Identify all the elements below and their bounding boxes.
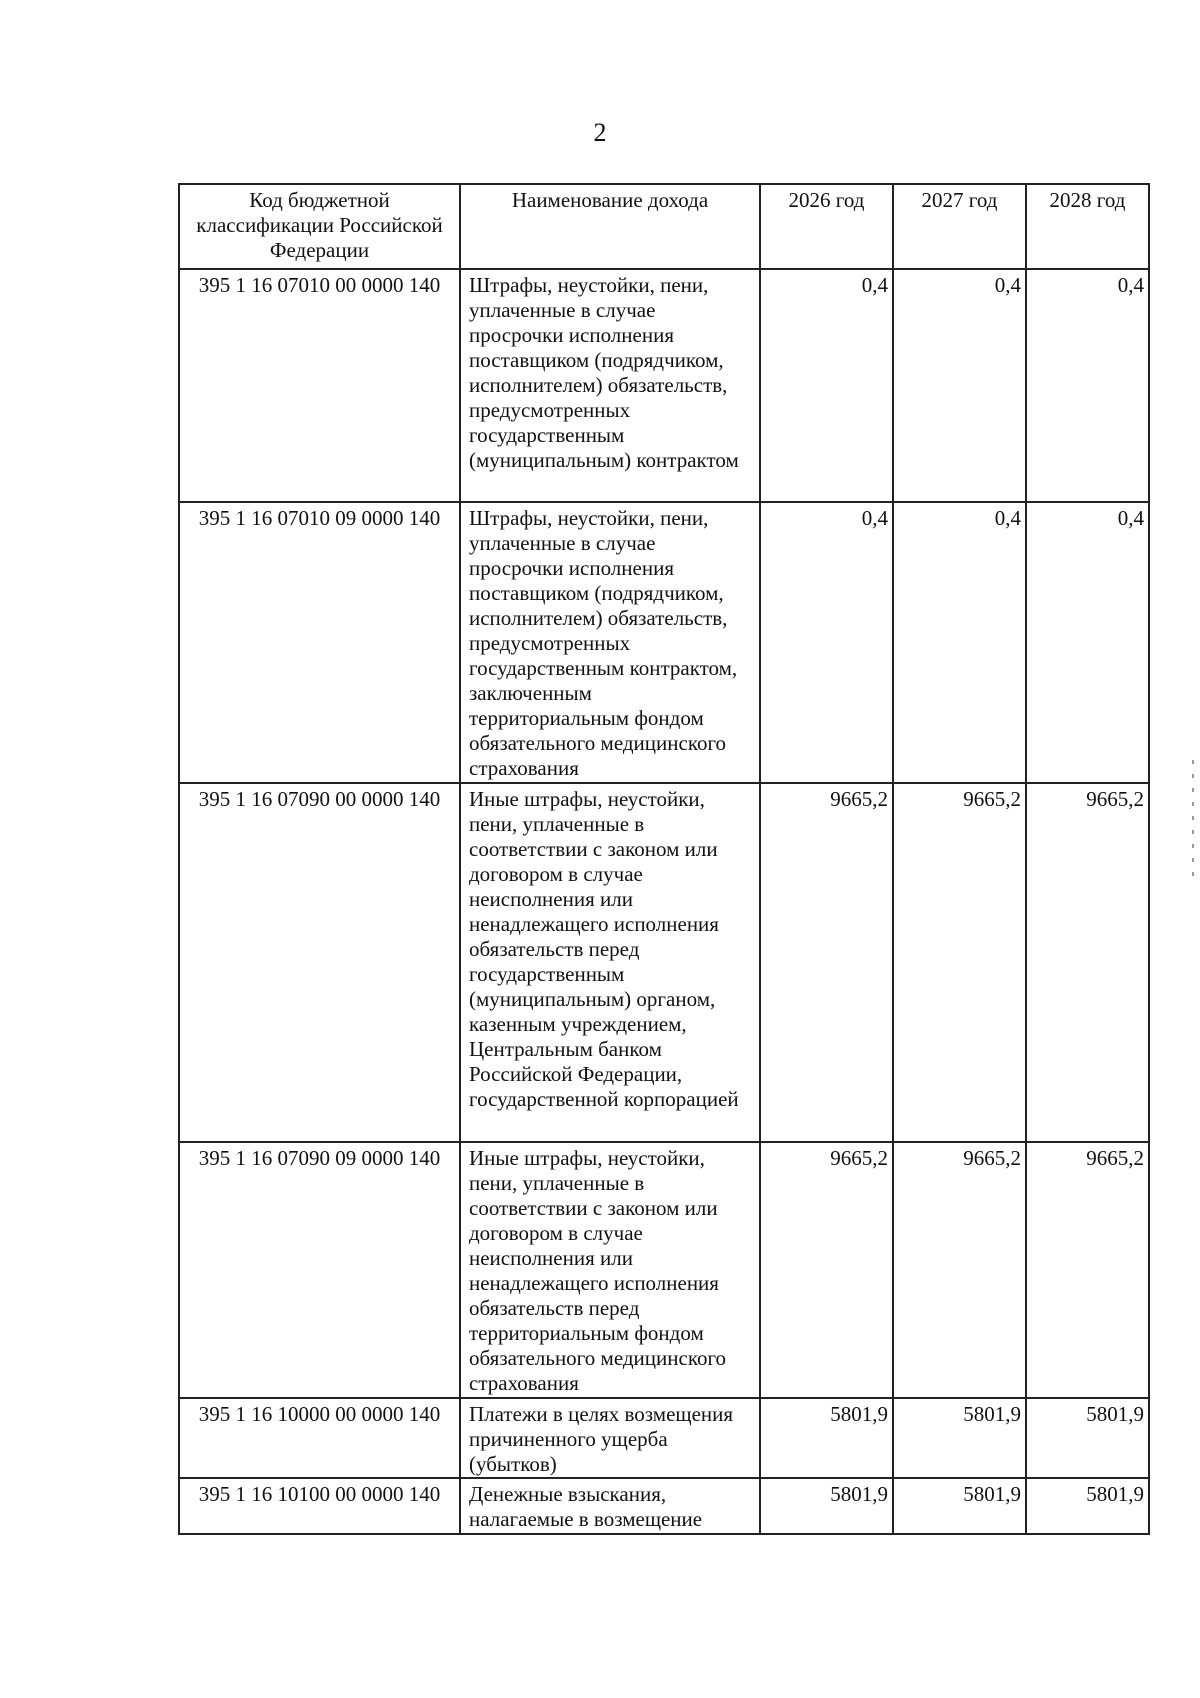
cell-2028: 5801,9 bbox=[1026, 1398, 1149, 1478]
cell-2027: 5801,9 bbox=[893, 1398, 1026, 1478]
cell-name: Штрафы, неустойки, пени, уплаченные в случае просрочки исполнения поставщиком (подрядчиком, исполнителем) обязательств, предусмотренных государственным контрактом, заключенным территориальным фондом обязательного медицинского страхования bbox=[460, 502, 760, 783]
table-header-row bbox=[179, 184, 1149, 269]
cell-2026: 9665,2 bbox=[760, 1142, 893, 1398]
cell-name: Иные штрафы, неустойки, пени, уплаченные в соответствии с законом или договором в случае неисполнения или ненадлежащего исполнения обязательств перед государственным (муниципальным) органом, казенным учреждением, Центральным банком Российской Федерации, государственной корпорацией bbox=[460, 783, 760, 1142]
table-row bbox=[179, 783, 1149, 1142]
cell-2026: 5801,9 bbox=[760, 1398, 893, 1478]
header-2028: 2028 год bbox=[1026, 184, 1149, 269]
table-row bbox=[179, 1142, 1149, 1398]
cell-2026: 5801,9 bbox=[760, 1478, 893, 1534]
cell-2028: 0,4 bbox=[1026, 269, 1149, 502]
cell-2028: 5801,9 bbox=[1026, 1478, 1149, 1534]
cell-2028: 9665,2 bbox=[1026, 1142, 1149, 1398]
cell-2027: 5801,9 bbox=[893, 1478, 1026, 1534]
cell-name: Денежные взыскания, налагаемые в возмещение bbox=[460, 1478, 760, 1534]
cell-2028: 9665,2 bbox=[1026, 783, 1149, 1142]
cell-2026: 0,4 bbox=[760, 269, 893, 502]
table-row bbox=[179, 269, 1149, 502]
cell-2027: 0,4 bbox=[893, 269, 1026, 502]
table-row bbox=[179, 1398, 1149, 1478]
cell-name: Штрафы, неустойки, пени, уплаченные в случае просрочки исполнения поставщиком (подрядчиком, исполнителем) обязательств, предусмотренных государственным (муниципальным) контрактом bbox=[460, 269, 760, 502]
cell-2027: 9665,2 bbox=[893, 783, 1026, 1142]
table-row bbox=[179, 1478, 1149, 1534]
table-row bbox=[179, 502, 1149, 783]
cell-2026: 0,4 bbox=[760, 502, 893, 783]
cell-code: 395 1 16 07010 00 0000 140 bbox=[179, 269, 460, 502]
scan-edge-marks bbox=[1192, 760, 1194, 880]
cell-name: Платежи в целях возмещения причиненного ущерба (убытков) bbox=[460, 1398, 760, 1478]
cell-2026: 9665,2 bbox=[760, 783, 893, 1142]
page-number: 2 bbox=[593, 118, 607, 147]
cell-code: 395 1 16 07010 09 0000 140 bbox=[179, 502, 460, 783]
cell-code: 395 1 16 10100 00 0000 140 bbox=[179, 1478, 460, 1534]
cell-code: 395 1 16 07090 09 0000 140 bbox=[179, 1142, 460, 1398]
header-code: Код бюджетной классификации Российской Федерации bbox=[179, 184, 460, 269]
cell-2027: 0,4 bbox=[893, 502, 1026, 783]
header-name: Наименование дохода bbox=[460, 184, 760, 269]
cell-code: 395 1 16 07090 00 0000 140 bbox=[179, 783, 460, 1142]
cell-name: Иные штрафы, неустойки, пени, уплаченные в соответствии с законом или договором в случае неисполнения или ненадлежащего исполнения обязательств перед территориальным фондом обязательного медицинского страхования bbox=[460, 1142, 760, 1398]
header-2026: 2026 год bbox=[760, 184, 893, 269]
income-table bbox=[178, 183, 1150, 1535]
cell-code: 395 1 16 10000 00 0000 140 bbox=[179, 1398, 460, 1478]
cell-2028: 0,4 bbox=[1026, 502, 1149, 783]
header-2027: 2027 год bbox=[893, 184, 1026, 269]
cell-2027: 9665,2 bbox=[893, 1142, 1026, 1398]
